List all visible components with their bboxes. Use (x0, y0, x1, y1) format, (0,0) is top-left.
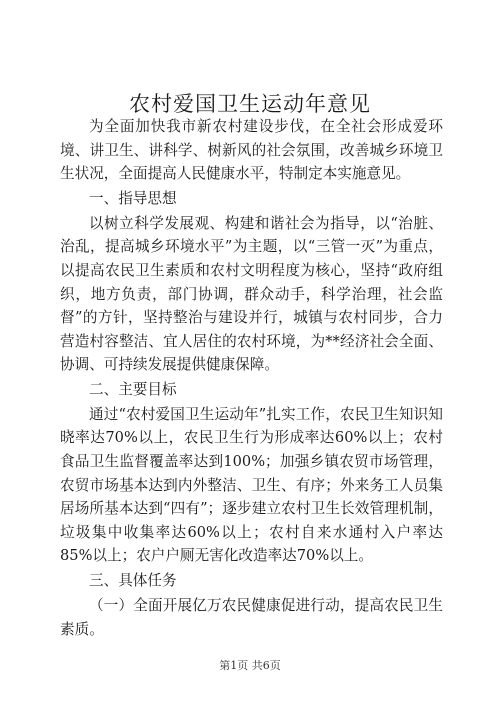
page-number-footer: 第1页 共6页 (219, 659, 281, 672)
section-heading-guiding-ideology: 一、指导思想 (89, 189, 177, 207)
subsection-health-promotion: （一）全面开展亿万农民健康促进行动，提高农民卫生素质。 (60, 597, 443, 638)
section-heading-specific-tasks: 三、具体任务 (89, 572, 177, 590)
document-title: 农村爱国卫生运动年意见 (129, 92, 371, 116)
section-body-main-goals: 通过“农村爱国卫生运动年”扎实工作，农民卫生知识知晓率达70%以上，农民卫生行为形成率达60%以上；农村食品卫生监督覆盖率达到100%；加强乡镇农贸市场管理，农贸市场基本达到内外整洁、卫生、有序；外来务工人员集居场所基本达到“四有”；逐步建立农村卫生长效管理机制，垃圾集中收集率达60%以上；农村自来水通村入户率达85%以上；农户户厕无害化改造率达70%以上。 (60, 405, 443, 565)
document-body (60, 115, 443, 642)
section-body-guiding-ideology: 以树立科学发展观、构建和谐社会为指导，以“治脏、治乱，提高城乡环境水平”为主题，以“三管一灭”为重点，以提高农民卫生素质和农村文明程度为核心，坚持“政府组织，地方负责，部门协调，群众动手，科学治理，社会监督”的方针，坚持整治与建设并行，城镇与农村同步，合力营造村容整洁、宜人居住的农村环境，为**经济社会全面、协调、可持续发展提供健康保障。 (60, 214, 443, 374)
section-heading-main-goals: 二、主要目标 (89, 381, 177, 399)
intro-paragraph: 为全面加快我市新农村建设步伐，在全社会形成爱环境、讲卫生、讲科学、树新风的社会氛围，改善城乡环境卫生状况，全面提高人民健康水平，特制定本实施意见。 (60, 118, 443, 183)
